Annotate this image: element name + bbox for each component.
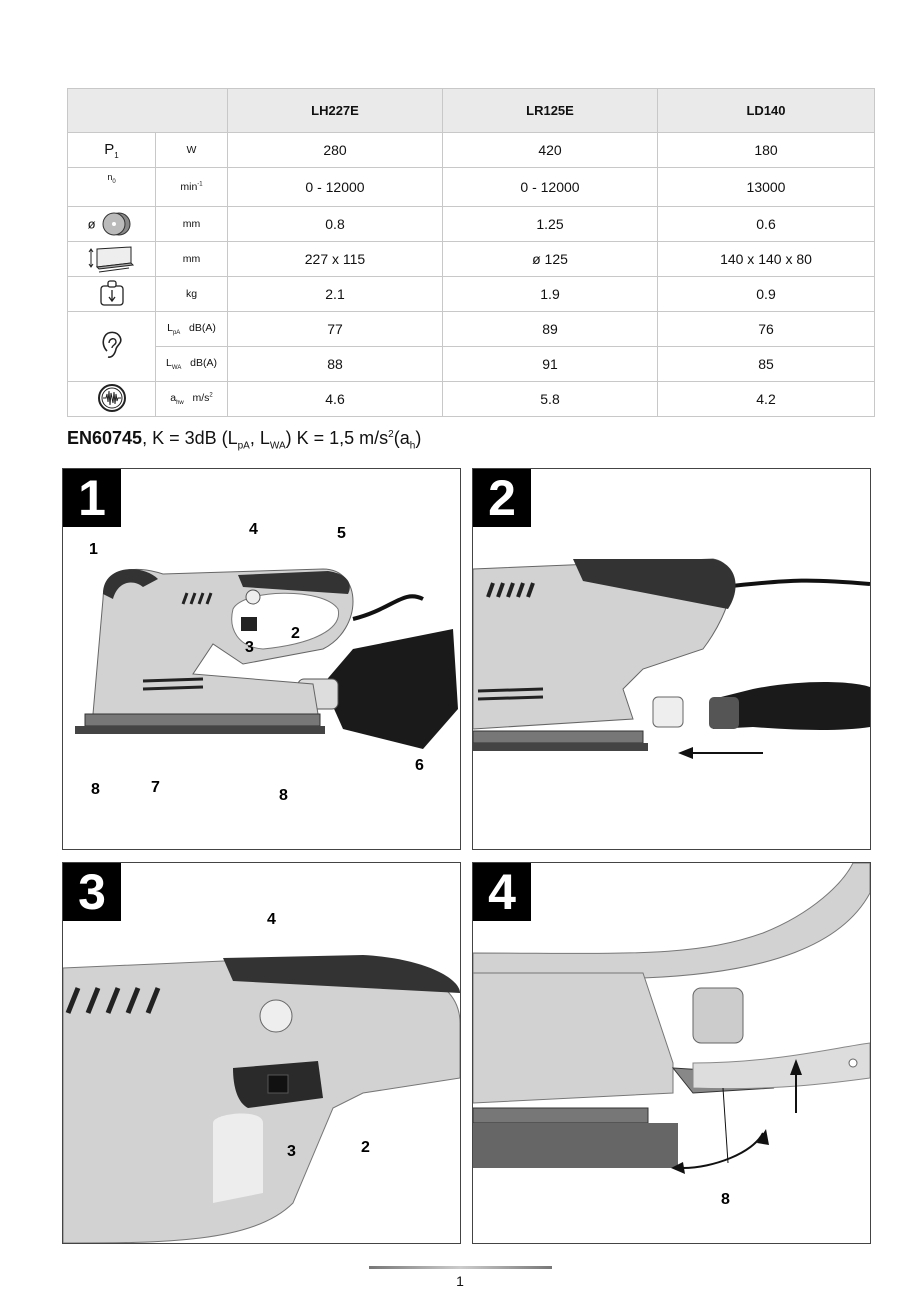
table-cell: 0 - 12000 — [443, 168, 658, 207]
unit-cell: W — [156, 133, 228, 168]
vibration-symbol-cell — [68, 382, 156, 417]
table-cell: 2.1 — [228, 277, 443, 312]
table-cell: 76 — [658, 312, 875, 347]
unit-cell: $\min^{-1}$ — [156, 168, 228, 207]
page-number: 1 — [456, 1273, 464, 1289]
table-cell: 88 — [228, 347, 443, 382]
table-cell: 4.6 — [228, 382, 443, 417]
unit-cell: mm — [156, 242, 228, 277]
sanding-pad-icon — [87, 243, 137, 273]
figure-number: 1 — [63, 469, 121, 527]
table-cell: 91 — [443, 347, 658, 382]
vibration-icon — [97, 383, 127, 413]
table-header-row — [68, 89, 875, 133]
figure-number: 4 — [473, 863, 531, 921]
table-row — [68, 207, 875, 242]
ear-symbol-cell — [68, 312, 156, 382]
table-row — [68, 277, 875, 312]
unit-cell: $L_{WA}$ dB(A) — [156, 347, 228, 382]
model-header: LR125E — [443, 89, 658, 133]
table-cell: 13000 — [658, 168, 875, 207]
callout-label: 5 — [337, 525, 346, 542]
table-cell: 420 — [443, 133, 658, 168]
figure-1-panel — [62, 468, 461, 850]
orbit-symbol-cell: ø — [68, 207, 156, 242]
table-cell: 89 — [443, 312, 658, 347]
model-header: LD140 — [658, 89, 875, 133]
callout-label: 3 — [245, 639, 254, 656]
table-cell: 280 — [228, 133, 443, 168]
table-cell: 1.9 — [443, 277, 658, 312]
table-cell: ø 125 — [443, 242, 658, 277]
callout-label: 1 — [89, 541, 98, 558]
table-cell: 140 x 140 x 80 — [658, 242, 875, 277]
table-row — [68, 168, 875, 207]
table-corner — [68, 89, 228, 133]
switch-closeup-illustration — [63, 863, 460, 1243]
table-row — [68, 382, 875, 417]
callout-label: 7 — [151, 779, 160, 796]
paper-clamp-illustration — [473, 863, 870, 1243]
spec-table — [67, 88, 875, 417]
table-cell: 227 x 115 — [228, 242, 443, 277]
table-cell: 77 — [228, 312, 443, 347]
callout-label: 2 — [291, 625, 300, 642]
sander-side-illustration — [63, 469, 460, 849]
orbit-disc-icon — [99, 211, 135, 237]
dust-bag-attach-illustration — [473, 469, 870, 849]
table-cell: 0.6 — [658, 207, 875, 242]
callout-label: 8 — [721, 1191, 730, 1208]
standard-name: EN60745 — [67, 428, 143, 448]
table-cell: 4.2 — [658, 382, 875, 417]
callout-label: 4 — [249, 521, 258, 538]
table-cell: 0.9 — [658, 277, 875, 312]
table-row — [68, 347, 875, 382]
weight-symbol-cell — [68, 277, 156, 312]
table-row — [68, 133, 875, 168]
table-cell: 180 — [658, 133, 875, 168]
pad-symbol-cell — [68, 242, 156, 277]
callout-label: 8 — [279, 787, 288, 804]
weight-icon — [99, 279, 125, 307]
callout-label: 4 — [267, 911, 276, 928]
table-row — [68, 242, 875, 277]
callout-label: 3 — [287, 1143, 296, 1160]
figure-number: 3 — [63, 863, 121, 921]
ear-icon — [99, 329, 125, 361]
callout-label: 6 — [415, 757, 424, 774]
unit-cell: $L_{pA}$ dB(A) — [156, 312, 228, 347]
figure-number: 2 — [473, 469, 531, 527]
table-cell: 0 - 12000 — [228, 168, 443, 207]
figure-4-panel — [472, 862, 871, 1244]
table-cell: 85 — [658, 347, 875, 382]
figure-2-panel — [472, 468, 871, 850]
speed-symbol: $n_0$ — [68, 168, 156, 207]
unit-cell: $a_{hw}$ $m/s^2$ — [156, 382, 228, 417]
footer-divider — [369, 1266, 552, 1269]
power-symbol: $P_1$ — [68, 133, 156, 168]
table-row — [68, 312, 875, 347]
figure-3-panel — [62, 862, 461, 1244]
standard-formula: EN60745, K = 3dB ($L_{pA}$, $L_{WA}$) K = 1,5 $m/s^2(a_h)$ — [67, 428, 422, 452]
callout-label: 2 — [361, 1139, 370, 1156]
table-cell: 1.25 — [443, 207, 658, 242]
table-cell: 0.8 — [228, 207, 443, 242]
callout-label: 8 — [91, 781, 100, 798]
model-header: LH227E — [228, 89, 443, 133]
unit-cell: kg — [156, 277, 228, 312]
unit-cell: mm — [156, 207, 228, 242]
table-cell: 5.8 — [443, 382, 658, 417]
